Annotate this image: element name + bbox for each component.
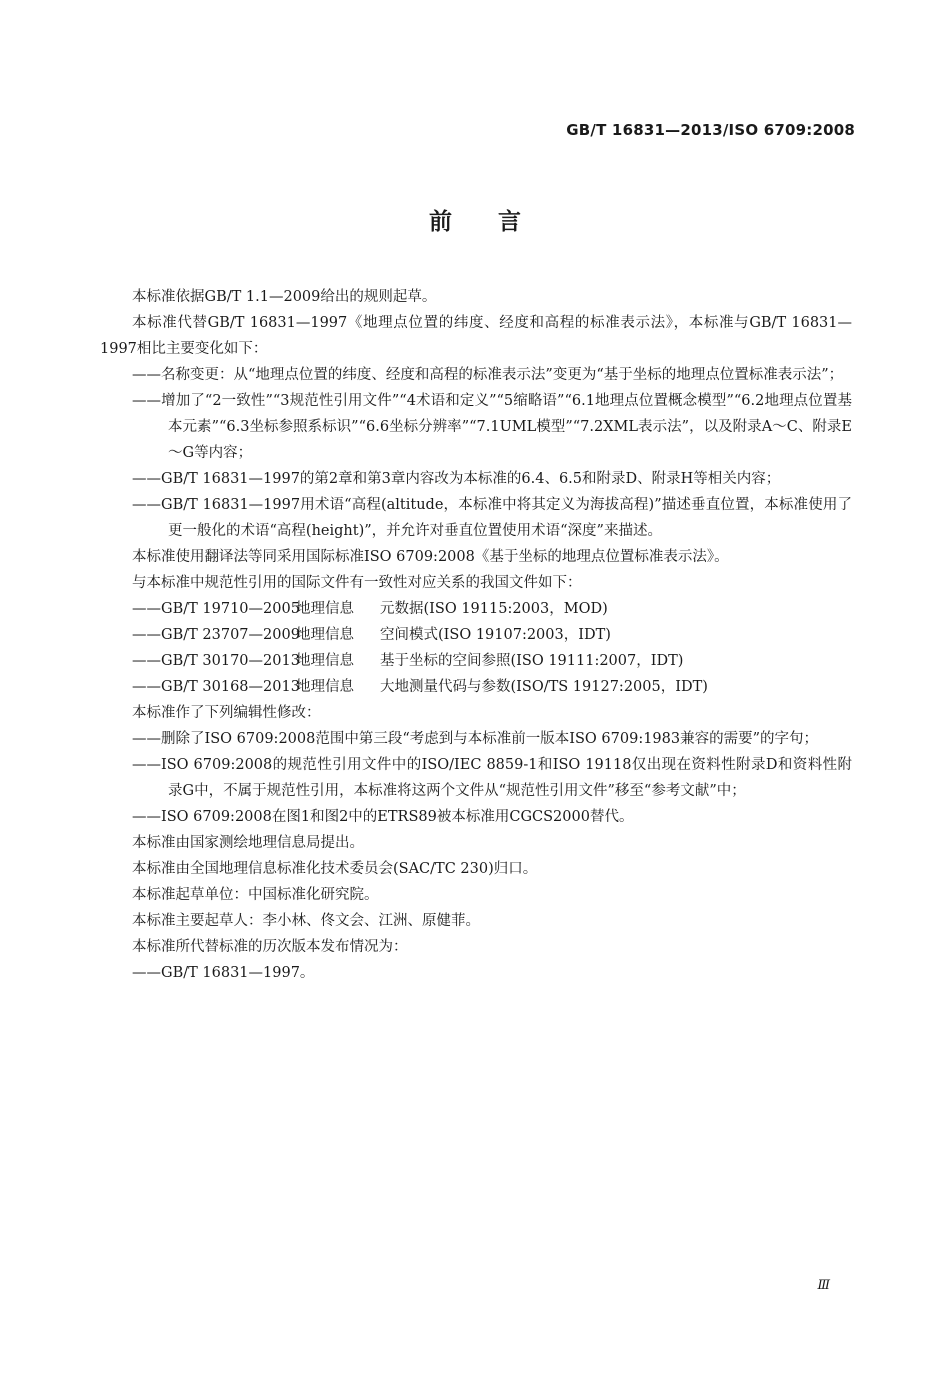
reference-category: 地理信息: [296, 601, 354, 617]
dash-list-item: ——ISO 6709:2008在图1和图2中的ETRS89被本标准用CGCS2000替代。: [132, 809, 634, 825]
reference-row: [100, 674, 852, 700]
reference-code: ——GB/T 19710—2005: [132, 601, 300, 617]
reference-name: 空间模式(ISO 19107:2003，IDT): [380, 627, 611, 643]
reference-name: 元数据(ISO 19115:2003，MOD): [380, 601, 608, 617]
paragraph: 本标准所代替标准的历次版本发布情况为：: [132, 939, 408, 955]
paragraph: 与本标准中规范性引用的国际文件有一致性对应关系的我国文件如下：: [132, 575, 582, 591]
reference-row: [100, 648, 852, 674]
dash-list-item: ——GB/T 16831—1997。: [132, 965, 315, 981]
reference-row: [100, 596, 852, 622]
page-title: 前言: [429, 209, 567, 235]
paragraph: 本标准依据GB/T 1.1—2009给出的规则起草。: [132, 289, 437, 305]
dash-list-item: ——ISO 6709:2008的规范性引用文件中的ISO/IEC 8859-1和ISO 19118仅出现在资料性附录D和资料性附录G中，不属于规范性引用，本标准将这两个文件从“规范性引用文件”移至“参考文献”中；: [132, 757, 852, 799]
paragraph: 本标准由全国地理信息标准化技术委员会(SAC/TC 230)归口。: [132, 861, 538, 877]
dash-list-item: ——名称变更：从“地理点位置的纬度、经度和高程的标准表示法”变更为“基于坐标的地理点位置标准表示法”；: [132, 367, 844, 383]
dash-list-item: ——GB/T 16831—1997的第2章和第3章内容改为本标准的6.4、6.5和附录D、附录H等相关内容；: [132, 471, 781, 487]
paragraph: 本标准起草单位：中国标准化研究院。: [132, 887, 379, 903]
paragraph: 本标准由国家测绘地理信息局提出。: [132, 835, 364, 851]
paragraph: 本标准主要起草人：李小林、佟文会、江洲、原健菲。: [132, 913, 480, 929]
page-number: Ⅲ: [817, 1278, 830, 1293]
reference-code: ——GB/T 30168—2013: [132, 679, 300, 695]
reference-name: 大地测量代码与参数(ISO/TS 19127:2005，IDT): [380, 679, 708, 695]
paragraph: 本标准代替GB/T 16831—1997《地理点位置的纬度、经度和高程的标准表示法》，本标准与GB/T 16831—1997相比主要变化如下：: [100, 315, 852, 357]
paragraph: 本标准作了下列编辑性修改：: [132, 705, 321, 721]
dash-list-item: ——增加了“2一致性”“3规范性引用文件”“4术语和定义”“5缩略语”“6.1地理点位置概念模型”“6.2地理点位置基本元素”“6.3坐标参照系标识”“6.6坐标分辨率”“7.1UML模型”“7.2XML表示法”，以及附录A～C、附录E～G等内容；: [132, 393, 852, 461]
document-body: [100, 284, 852, 986]
dash-list-item: ——GB/T 16831—1997用术语“高程(altitude，本标准中将其定义为海拔高程)”描述垂直位置，本标准使用了更一般化的术语“高程(height)”，并允许对垂直位置使用术语“深度”来描述。: [132, 497, 852, 539]
reference-row: [100, 622, 852, 648]
reference-category: 地理信息: [296, 679, 354, 695]
reference-category: 地理信息: [296, 627, 354, 643]
paragraph: 本标准使用翻译法等同采用国际标准ISO 6709:2008《基于坐标的地理点位置标准表示法》。: [132, 549, 729, 565]
reference-code: ——GB/T 30170—2013: [132, 653, 300, 669]
standard-code-header: GB/T 16831—2013/ISO 6709:2008: [566, 121, 855, 139]
reference-category: 地理信息: [296, 653, 354, 669]
reference-name: 基于坐标的空间参照(ISO 19111:2007，IDT): [380, 653, 684, 669]
dash-list-item: ——删除了ISO 6709:2008范围中第三段“考虑到与本标准前一版本ISO 6709:1983兼容的需要”的字句；: [132, 731, 819, 747]
reference-code: ——GB/T 23707—2009: [132, 627, 300, 643]
